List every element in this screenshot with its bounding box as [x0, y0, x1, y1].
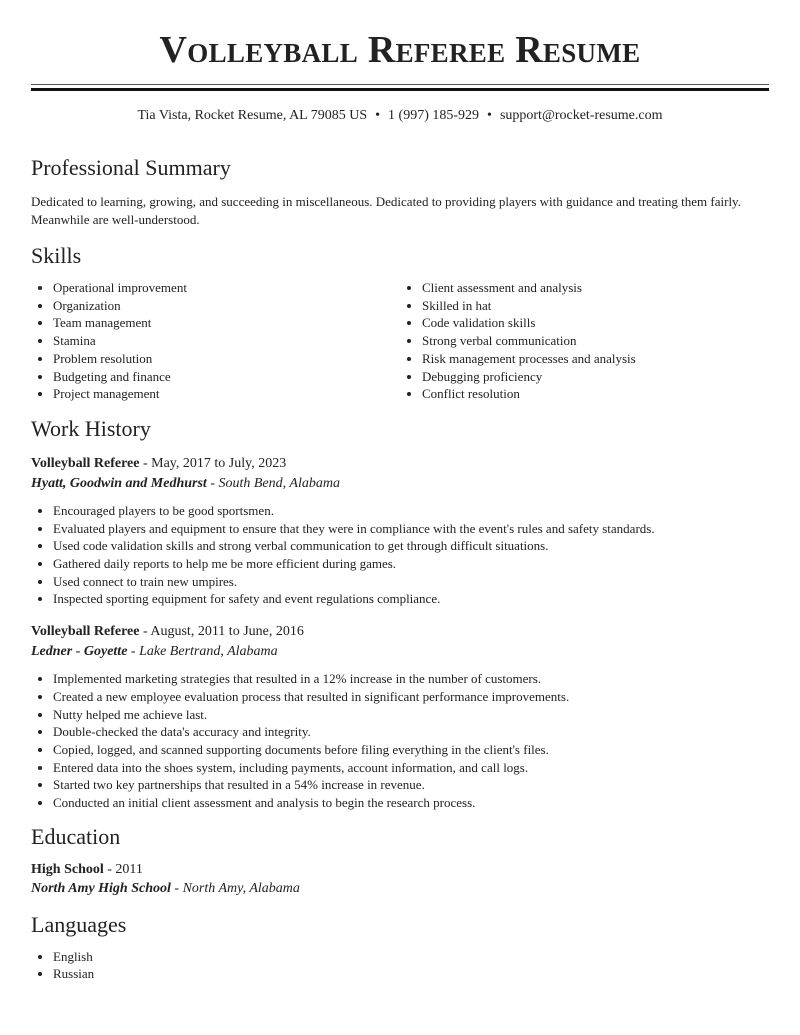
bullet-separator: • [487, 108, 492, 123]
job-bullet: • Implemented marketing strategies that resulted in a 12% increase in the number of customers. [53, 670, 769, 688]
section-heading: Professional Summary [31, 155, 231, 180]
job-company-line [31, 642, 769, 662]
skill-item: • Skilled in hat [422, 297, 769, 315]
languages-list [31, 948, 769, 983]
skill-item: • Debugging proficiency [422, 368, 769, 386]
bullet-separator: • [375, 108, 381, 123]
contact-email: support@rocket-resume.com [499, 108, 663, 123]
divider-thick-line [31, 88, 769, 91]
job-bullets [31, 670, 769, 812]
skill-item: • Client assessment and analysis [422, 279, 769, 297]
job-company: Ledner - Goyette [31, 644, 128, 660]
job-title-line [31, 622, 769, 642]
job-bullet: • Used connect to train new umpires. [53, 573, 769, 591]
job-entry [31, 454, 769, 608]
page-title: Volleyball Referee Resume [159, 29, 641, 71]
language-item: • Russian [53, 965, 769, 983]
skill-item: • Risk management processes and analysis [422, 350, 769, 368]
job-title: Volleyball Referee [31, 624, 140, 640]
education-year: - 2011 [103, 861, 143, 877]
job-bullet: • Evaluated players and equipment to ensure that they were in compliance with the event's rules and safety standards. [53, 520, 769, 538]
skills-list-left [31, 279, 400, 403]
header-divider [31, 84, 769, 91]
section-professional-summary [31, 155, 769, 229]
education-location: - North Amy, Alabama [170, 880, 300, 896]
skill-item: • Project management [53, 385, 400, 403]
section-heading: Work History [31, 415, 151, 441]
job-bullet: • Created a new employee evaluation process that resulted in significant performance improvements. [53, 688, 769, 706]
contact-address: Tia Vista, Rocket Resume, AL 79085 US [137, 108, 368, 123]
job-bullets [31, 502, 769, 608]
skill-item: • Strong verbal communication [422, 332, 769, 350]
skill-item: • Conflict resolution [422, 385, 769, 403]
job-dates: - May, 2017 to July, 2023 [139, 455, 287, 471]
section-heading: Education [31, 823, 121, 849]
education-school: North Amy High School [31, 880, 171, 896]
section-heading: Languages [31, 911, 127, 937]
skill-item: • Code validation skills [422, 314, 769, 332]
skill-item: • Organization [53, 297, 400, 315]
language-item: • English [53, 948, 769, 966]
contact-info [31, 107, 769, 125]
job-bullet: • Used code validation skills and strong verbal communication to get through difficult situations. [53, 537, 769, 555]
section-heading: Skills [31, 243, 82, 268]
job-dates: - August, 2011 to June, 2016 [139, 624, 304, 640]
job-location: - South Bend, Alabama [206, 475, 340, 491]
job-bullet: • Double-checked the data's accuracy and integrity. [53, 723, 769, 741]
section-skills [31, 243, 769, 403]
job-bullet: • Conducted an initial client assessment and analysis to begin the research process. [53, 794, 769, 812]
skill-item: • Stamina [53, 332, 400, 350]
education-degree-line [31, 860, 769, 880]
job-title: Volleyball Referee [31, 455, 140, 471]
job-company-line [31, 474, 769, 494]
job-company: Hyatt, Goodwin and Medhurst [31, 475, 207, 491]
section-work-history [31, 416, 769, 812]
job-bullet: • Inspected sporting equipment for safety and event regulations compliance. [53, 590, 769, 608]
divider-thin-line [31, 84, 769, 85]
education-degree: High School [31, 861, 104, 877]
job-title-line [31, 454, 769, 474]
skill-item: • Operational improvement [53, 279, 400, 297]
job-bullet: • Copied, logged, and scanned supporting documents before filing everything in the client's files. [53, 741, 769, 759]
contact-phone: 1 (997) 185-929 [388, 108, 480, 123]
job-bullet: • Encouraged players to be good sportsmen. [53, 502, 769, 520]
job-bullet: • Gathered daily reports to help me be more efficient during games. [53, 555, 769, 573]
section-education [31, 824, 769, 898]
skill-item: • Team management [53, 314, 400, 332]
job-bullet: • Started two key partnerships that resulted in a 54% increase in revenue. [53, 776, 769, 794]
skills-list-right [400, 279, 769, 403]
summary-text: Dedicated to learning, growing, and succeeding in miscellaneous. Dedicated to providing players with guidance and treating them fairly. Meanwhile are well-understood. [31, 194, 741, 227]
skills-columns [31, 279, 769, 403]
job-bullet: • Entered data into the shoes system, including payments, account information, and call logs. [53, 759, 769, 777]
section-languages [31, 912, 769, 983]
job-location: - Lake Bertrand, Alabama [127, 644, 278, 660]
skill-item: • Budgeting and finance [53, 368, 400, 386]
education-school-line [31, 880, 769, 898]
skill-item: • Problem resolution [53, 350, 400, 368]
job-entry [31, 622, 769, 812]
job-bullet: • Nutty helped me achieve last. [53, 706, 769, 724]
